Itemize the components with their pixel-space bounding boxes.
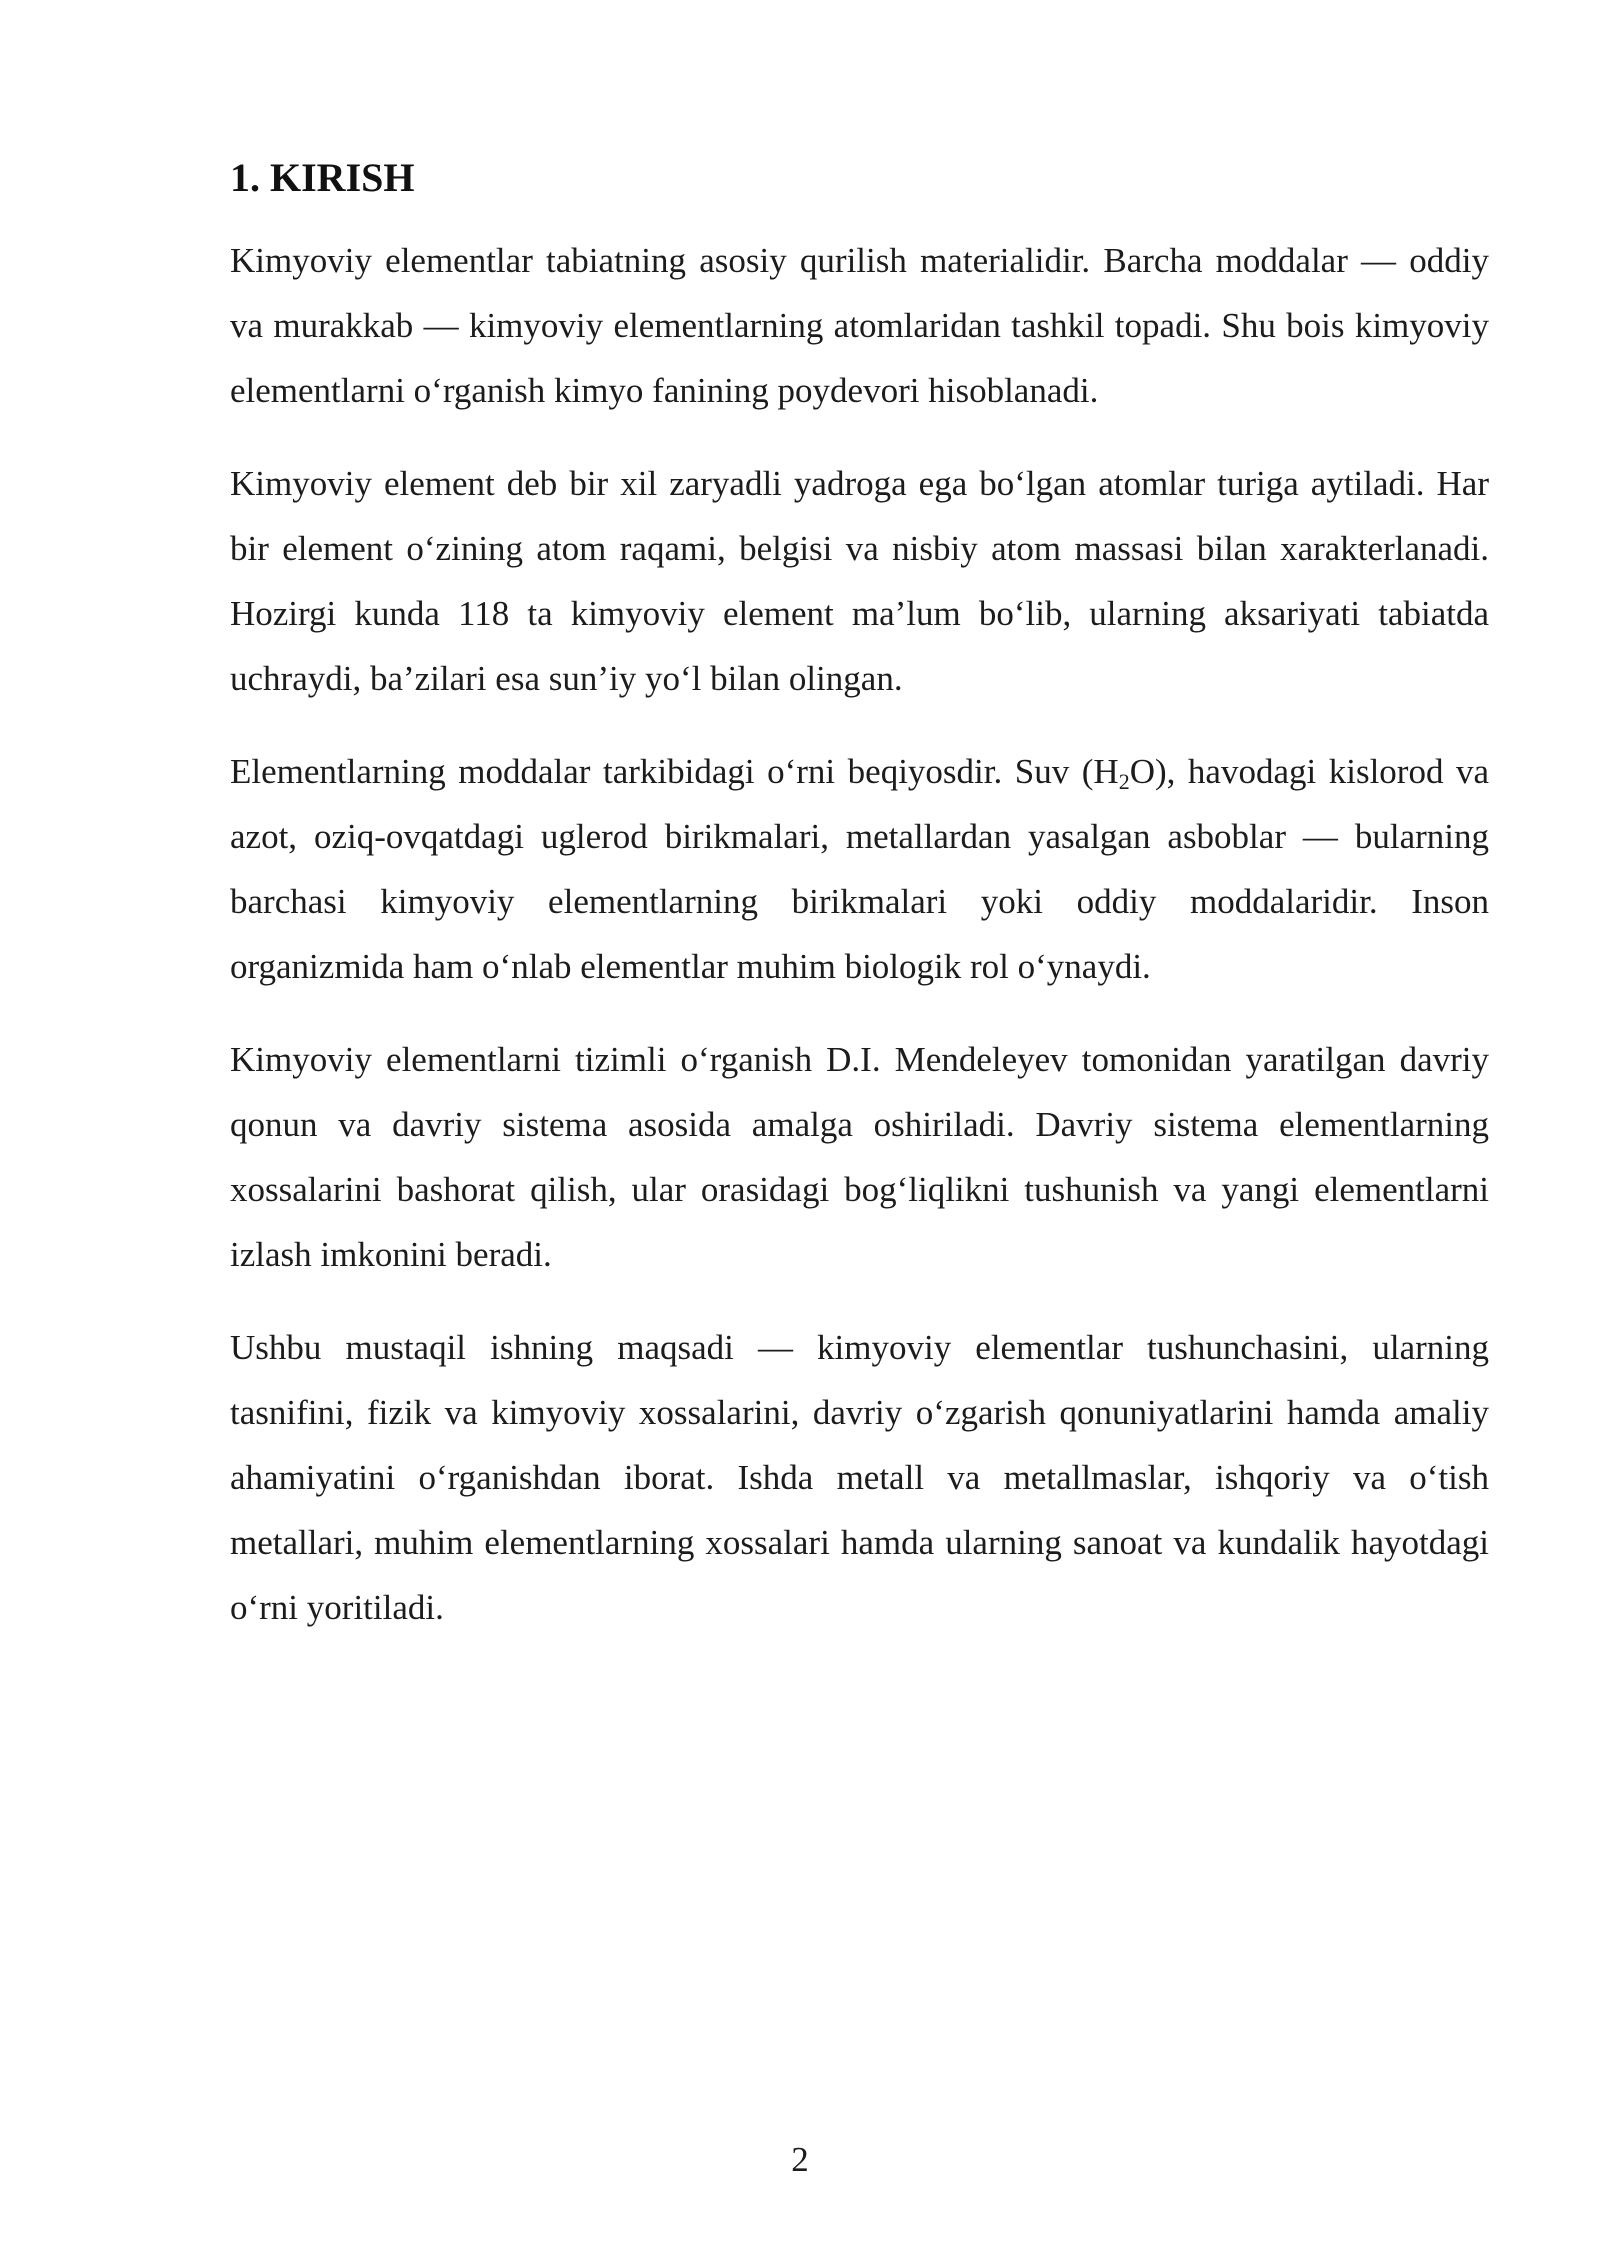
paragraph-periodic-system: Kimyoviy elementlarni tizimli o‘rganish D.I. Mendeleyev tomonidan yaratilgan davriy qonun va davriy sistema asosida amalga oshiriladi. Davriy sistema elementlarning xossalarini bashorat qilish, ular orasidagi bog‘liqlikni tushunish va yangi elementlarni izlash imkonini beradi. <box>230 1040 1489 1274</box>
paragraph-role-of-elements <box>230 739 1489 999</box>
paragraph-text-after-formula: O), havodagi kislorod va azot, oziq-ovqatdagi uglerod birikmalari, metallardan yasalgan asboblar — bularning barchasi kimyoviy elementlarning birikmalari yoki oddiy moddalaridir. Inson organizmida ham o‘nlab elementlar muhim biologik rol o‘ynaydi. <box>230 752 1490 986</box>
section-heading: 1. KIRISH <box>230 155 415 200</box>
paragraph-intro: Kimyoviy elementlar tabiatning asosiy qurilish materialidir. Barcha moddalar — oddiy va murakkab — kimyoviy elementlarning atomlaridan tashkil topadi. Shu bois kimyoviy elementlarni o‘rganish kimyo fanining poydevori hisoblanadi. <box>230 241 1489 410</box>
page-number: 2 <box>791 2140 809 2179</box>
paragraph-text-before-formula: Elementlarning moddalar tarkibidagi o‘rni beqiyosdir. Suv (H <box>230 752 1119 791</box>
paragraph-definition: Kimyoviy element deb bir xil zaryadli yadroga ega bo‘lgan atomlar turiga aytiladi. Har bir element o‘zining atom raqami, belgisi va nisbiy atom massasi bilan xarakterlanadi. Hozirgi kunda 118 ta kimyoviy element ma’lum bo‘lib, ularning aksariyati tabiatda uchraydi, ba’zilari esa sun’iy yo‘l bilan olingan. <box>230 464 1489 698</box>
paragraph-goal: Ushbu mustaqil ishning maqsadi — kimyoviy elementlar tushunchasini, ularning tasnifini, fizik va kimyoviy xossalarini, davriy o‘zgarish qonuniyatlarini hamda amaliy ahamiyatini o‘rganishdan iborat. Ishda metall va metallmaslar, ishqoriy va o‘tish metallari, muhim elementlarning xossalari hamda ularning sanoat va kundalik hayotdagi o‘rni yoritiladi. <box>230 1328 1489 1627</box>
page-content <box>230 150 1489 1668</box>
formula-subscript: 2 <box>1118 769 1130 794</box>
